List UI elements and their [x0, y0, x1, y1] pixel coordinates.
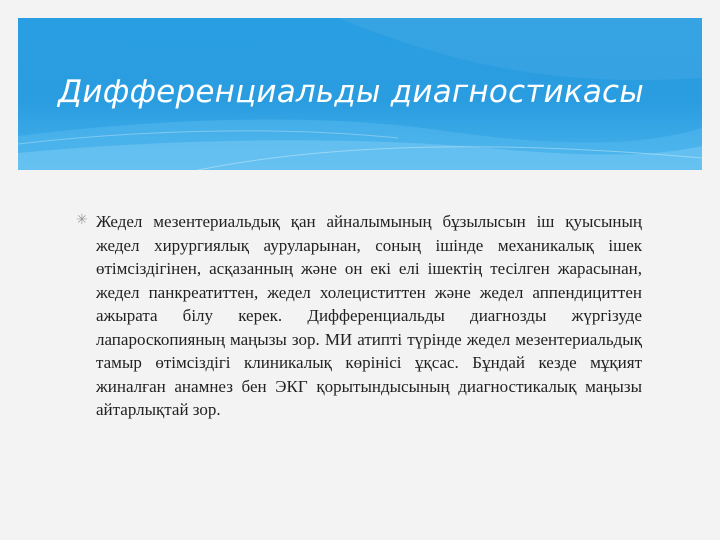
slide-title: Дифференциальды диагностикасы	[58, 74, 644, 110]
asterisk-bullet-icon: ✳	[76, 212, 88, 228]
title-banner	[18, 18, 702, 170]
bullet-list	[76, 210, 642, 422]
bullet-text: Жедел мезентериальдық қан айналымының бұзылысын іш қуысының жедел хирургиялық ауруларынан, соның ішінде механикалық ішек өтімсіздігінен, асқазанның және он екі елі ішектің тесілген жарасынан, жедел панкреатиттен, жедел холециститтен және жедел аппендициттен ажырата білу керек. Дифференциальды диагнозды жүргізуде лапароскопияның маңызы зор. МИ атипті түрінде жедел мезентериальдық тамыр өтімсіздігі клиникалық көрінісі ұқсас. Бұндай кезде мұқият жиналған анамнез бен ЭКГ қорытындысының диагностикалық маңызы айтарлықтай зор.	[96, 212, 642, 419]
